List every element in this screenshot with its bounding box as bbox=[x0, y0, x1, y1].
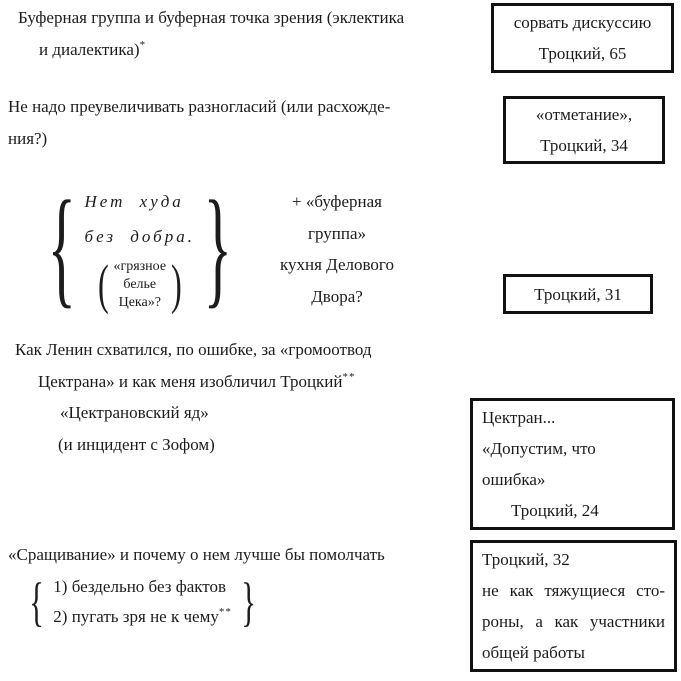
text: сорвать дискуссию bbox=[513, 13, 652, 32]
text: кухня Делового bbox=[280, 255, 394, 274]
text: общей работы bbox=[482, 643, 585, 662]
footnote-mark: ** bbox=[342, 370, 356, 383]
text-line bbox=[10, 366, 372, 398]
text-line bbox=[8, 539, 385, 571]
margin-note-trotsky-31 bbox=[503, 274, 653, 314]
text-line bbox=[252, 186, 422, 218]
list-item bbox=[53, 572, 232, 602]
left-paren: ( bbox=[97, 254, 109, 316]
aside-buffer-group-note bbox=[252, 186, 422, 312]
text: «Сращивание» и почему о нем лучше бы помолчать bbox=[8, 545, 385, 564]
text: 2) пугать зря не к чему bbox=[53, 607, 219, 626]
text-line bbox=[10, 397, 372, 429]
right-paren: ) bbox=[170, 254, 182, 316]
text-line bbox=[539, 38, 627, 69]
paren-group bbox=[97, 254, 183, 316]
outline-item-tsektran bbox=[10, 334, 372, 460]
text-line bbox=[540, 130, 628, 161]
text: «Цектрановский яд» bbox=[60, 403, 209, 422]
text: (и инцидент с Зофом) bbox=[58, 434, 215, 454]
text-line bbox=[8, 123, 390, 155]
text: Троцкий, 31 bbox=[534, 284, 622, 304]
brace-group-motto bbox=[44, 175, 236, 321]
numbered-items bbox=[45, 572, 240, 632]
text-line bbox=[10, 334, 372, 366]
text-line bbox=[252, 218, 422, 250]
text-line bbox=[113, 258, 166, 276]
brace-group-content bbox=[80, 184, 200, 316]
left-curly-brace: { bbox=[47, 175, 76, 321]
motto-line bbox=[85, 184, 184, 219]
footnote-mark: ** bbox=[218, 606, 232, 618]
motto-line bbox=[85, 219, 195, 254]
text: белье bbox=[123, 277, 157, 292]
text-line bbox=[252, 281, 422, 313]
text: без добра. bbox=[84, 227, 195, 246]
text-line bbox=[482, 464, 663, 495]
outline-item-buffer-group bbox=[18, 2, 404, 66]
text: Нет худа bbox=[84, 192, 184, 211]
text-line bbox=[482, 544, 665, 575]
list-item bbox=[53, 602, 232, 632]
outline-item-disagreements bbox=[8, 91, 390, 155]
text-line: не как тяжущиеся сто- bbox=[482, 581, 665, 600]
text-line bbox=[18, 2, 404, 34]
left-curly-brace: { bbox=[29, 572, 44, 632]
text-line bbox=[8, 91, 390, 123]
text: «грязное bbox=[113, 259, 167, 274]
text-line bbox=[482, 402, 663, 433]
text: + «буферная bbox=[292, 192, 382, 211]
text: группа» bbox=[308, 223, 366, 243]
text-line bbox=[534, 279, 622, 310]
text: Троцкий, 24 bbox=[511, 501, 599, 520]
text-line bbox=[482, 637, 665, 668]
text: ошибка» bbox=[482, 470, 546, 489]
margin-note-trotsky-24 bbox=[470, 398, 675, 530]
text: 1) бездельно без фактов bbox=[53, 577, 227, 596]
text: Как Ленин схватился, по ошибке, за «громоотвод bbox=[15, 340, 372, 359]
paren-content bbox=[109, 258, 170, 312]
text-line bbox=[252, 249, 422, 281]
text: Не надо преувеличивать разногласий (или расхожде- bbox=[8, 97, 391, 116]
text: «отметание», bbox=[535, 105, 633, 124]
text: Троцкий, 34 bbox=[540, 136, 628, 155]
right-curly-brace: } bbox=[241, 572, 256, 632]
text: Цектран... bbox=[482, 408, 556, 427]
brace-group-items bbox=[28, 572, 385, 632]
text-line bbox=[18, 34, 404, 66]
text-line: роны, а как участники bbox=[482, 612, 665, 631]
text: Цека»? bbox=[118, 295, 161, 310]
text: Двора? bbox=[311, 286, 363, 306]
text-line bbox=[536, 99, 632, 130]
text-line bbox=[113, 294, 166, 312]
text: Троцкий, 65 bbox=[538, 44, 627, 63]
text: и диалектика) bbox=[39, 40, 140, 59]
margin-note-trotsky-32 bbox=[470, 540, 677, 672]
text-line bbox=[482, 495, 663, 526]
text: Троцкий, 32 bbox=[482, 550, 570, 569]
right-curly-brace: } bbox=[203, 175, 232, 321]
text-line bbox=[514, 7, 652, 38]
text: Буферная группа и буферная точка зрения (эклектика bbox=[18, 8, 405, 27]
text-line bbox=[113, 276, 166, 294]
text-line bbox=[482, 433, 663, 464]
margin-note-trotsky-65 bbox=[491, 3, 674, 73]
margin-note-trotsky-34 bbox=[503, 96, 665, 164]
footnote-mark: * bbox=[139, 39, 147, 51]
text: Цектрана» и как меня изобличил Троцкий bbox=[38, 371, 343, 391]
text: «Допустим, что bbox=[482, 439, 596, 458]
text: ния?) bbox=[8, 129, 48, 148]
text-line bbox=[10, 429, 372, 461]
outline-item-coalescence bbox=[8, 539, 385, 632]
